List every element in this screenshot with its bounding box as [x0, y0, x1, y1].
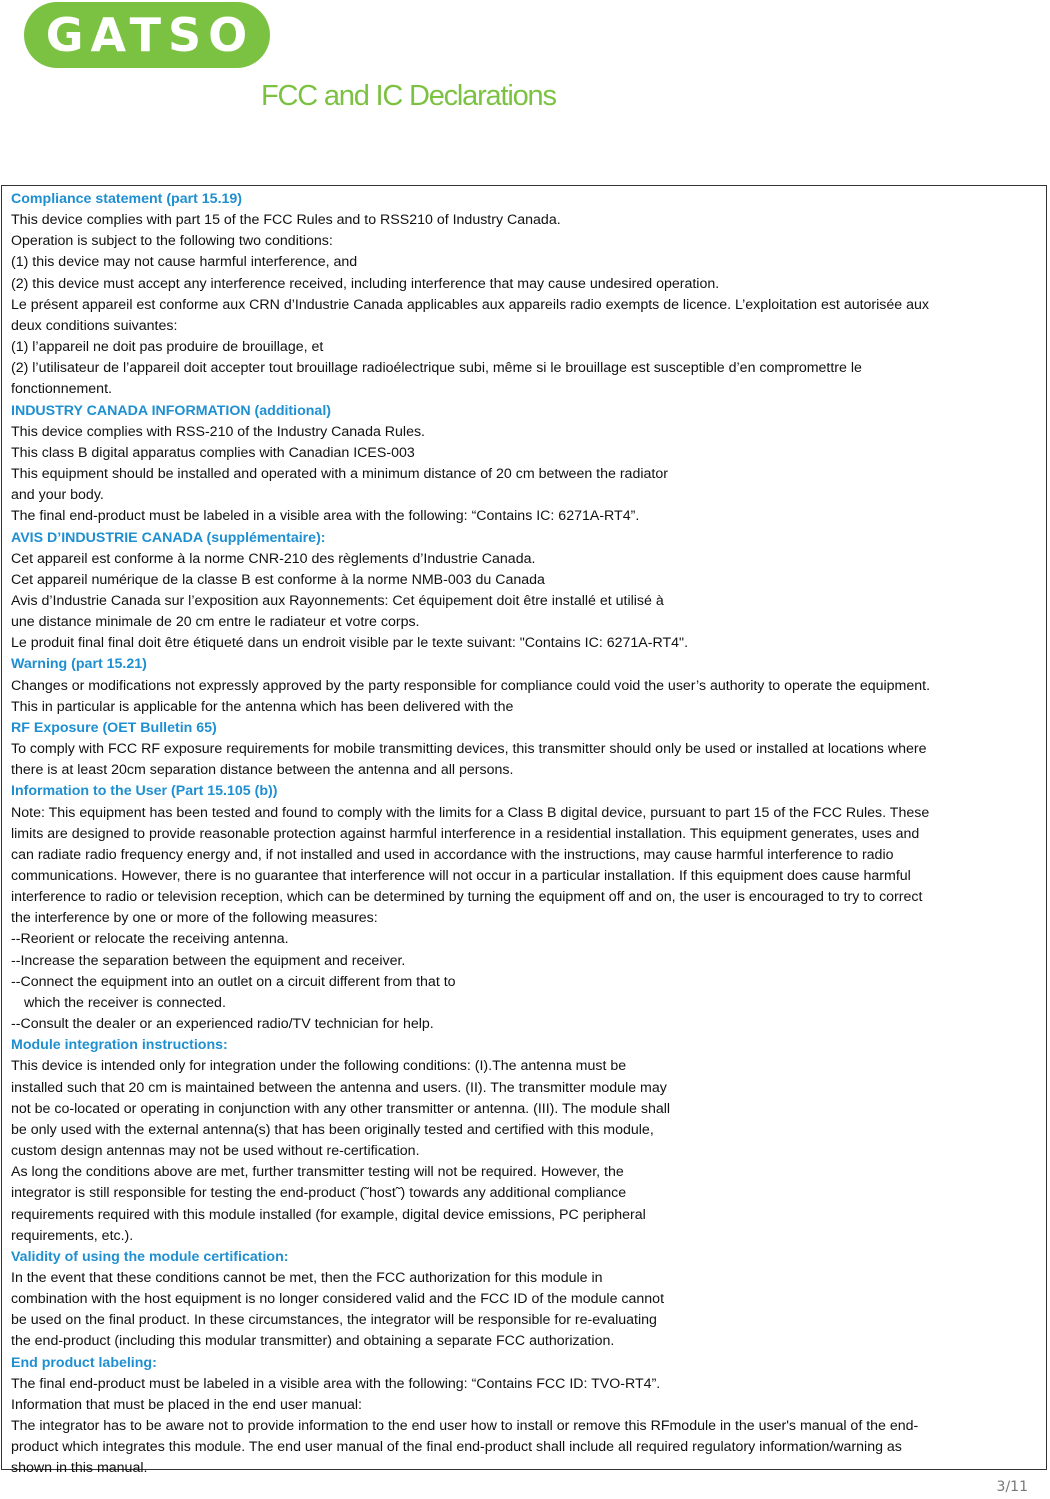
- text-line: The final end-product must be labeled in a visible area with the following: “Contains IC: 6271A-RT4”.: [11, 508, 640, 525]
- text-line: This device complies with RSS-210 of the Industry Canada Rules.: [11, 423, 426, 440]
- text-line: This device complies with part 15 of the FCC Rules and to RSS210 of Industry Canada.: [11, 212, 561, 229]
- text-line: combination with the host equipment is no longer considered valid and the FCC ID of the module cannot: [11, 1291, 665, 1308]
- text-line: deux conditions suivantes:: [11, 317, 178, 334]
- text-line: communications. However, there is no guarantee that interference will not occur in a particular installation. If this equipment does cause harmful: [11, 868, 911, 884]
- text-line: (1) this device may not cause harmful interference, and: [11, 254, 358, 271]
- text-line: not be co-located or operating in conjunction with any other transmitter or antenna. (III). The module shall: [11, 1100, 671, 1117]
- text-line: This device is intended only for integration under the following conditions: (I).The antenna must be: [11, 1058, 627, 1075]
- text-line: Note: This equipment has been tested and found to comply with the limits for a Class B digital device, pursuant to part 15 of the FCC Rules. These: [11, 804, 930, 821]
- page-number: 3/11: [996, 1479, 1028, 1495]
- text-line: and your body.: [11, 487, 104, 504]
- text-line: be used on the final product. In these circumstances, the integrator will be responsible for re-evaluating: [11, 1312, 657, 1329]
- text-line: The final end-product must be labeled in a visible area with the following: “Contains FCC ID: TVO-RT4”.: [11, 1375, 661, 1392]
- section-heading: Warning (part 15.21): [11, 656, 147, 673]
- section-heading: Information to the User (Part 15.105 (b)): [11, 783, 278, 800]
- text-line: can radiate radio frequency energy and, if not installed and used in accordance with the instructions, may cause harmful interference to radio: [11, 846, 894, 863]
- text-line: limits are designed to provide reasonable protection against harmful interference in a residential installation. This equipment generates, uses and: [11, 825, 920, 842]
- text-line: Le présent appareil est conforme aux CRN d’Industrie Canada applicables aux appareils radio exempts de licence. L’exploitation est autorisée aux: [11, 296, 929, 313]
- text-line: custom design antennas may not be used without re-certification.: [11, 1143, 420, 1160]
- section-heading: Module integration instructions:: [11, 1037, 228, 1054]
- section-heading: Validity of using the module certification:: [11, 1248, 289, 1265]
- section-heading: Compliance statement (part 15.19): [11, 191, 243, 207]
- text-line: (2) this device must accept any interference received, including interference that may cause undesired operation.: [11, 275, 720, 292]
- text-line: fonctionnement.: [11, 381, 112, 398]
- text-line: Cet appareil est conforme à la norme CNR-210 des règlements d’Industrie Canada.: [11, 550, 536, 567]
- section-heading: INDUSTRY CANADA INFORMATION (additional): [11, 402, 331, 419]
- text-line: (2) l’utilisateur de l’appareil doit accepter tout brouillage radioélectrique subi, même si le brouillage est susceptible d’en compromettre le: [11, 360, 862, 377]
- text-line: une distance minimale de 20 cm entre le radiateur et votre corps.: [11, 614, 420, 631]
- text-line: product which integrates this module. The end user manual of the final end-product shall include all required regulatory information/warning as: [11, 1439, 902, 1456]
- gatso-logo: [24, 2, 270, 68]
- text-line: Information that must be placed in the end user manual:: [11, 1396, 362, 1413]
- text-line: requirements required with this module installed (for example, digital device emissions, PC peripheral: [11, 1206, 646, 1223]
- text-line: Changes or modifications not expressly approved by the party responsible for compliance could void the user’s authority to operate the equipment.: [11, 677, 931, 694]
- text-line: which the receiver is connected.: [24, 994, 226, 1011]
- text-line: Operation is subject to the following two conditions:: [11, 233, 333, 250]
- text-line: integrator is still responsible for testing the end-product (˜host˜) towards any additional compliance: [11, 1185, 627, 1202]
- document-title: FCC and IC Declarations: [261, 80, 556, 112]
- text-line: the interference by one or more of the following measures:: [11, 910, 378, 927]
- text-line: Cet appareil numérique de la classe B est conforme à la norme NMB-003 du Canada: [11, 571, 545, 588]
- text-line: (1) l’appareil ne doit pas produire de brouillage, et: [11, 339, 324, 356]
- text-line: --Reorient or relocate the receiving antenna.: [11, 931, 289, 948]
- text-line: To comply with FCC RF exposure requirements for mobile transmitting devices, this transmitter should only be used or installed at locations where: [11, 741, 927, 758]
- text-line: be only used with the external antenna(s) that has been originally tested and certified with this module,: [11, 1121, 654, 1138]
- text-line: Le produit final final doit être étiqueté dans un endroit visible par le texte suivant: "Contains IC: 6271A-RT4".: [11, 635, 689, 652]
- logo-text: GATSO: [45, 8, 255, 62]
- text-line: In the event that these conditions cannot be met, then the FCC authorization for this module in: [11, 1269, 603, 1286]
- text-line: shown in this manual.: [11, 1460, 148, 1477]
- text-line: --Connect the equipment into an outlet on a circuit different from that to: [11, 973, 456, 990]
- text-line: requirements, etc.).: [11, 1227, 134, 1244]
- text-line: This equipment should be installed and operated with a minimum distance of 20 cm between the radiator: [11, 466, 668, 483]
- section-heading: RF Exposure (OET Bulletin 65): [11, 719, 217, 736]
- declaration-text-body: [11, 189, 1043, 1480]
- section-heading: AVIS D’INDUSTRIE CANADA (supplémentaire):: [11, 529, 326, 546]
- text-line: As long the conditions above are met, further transmitter testing will not be required. However, the: [11, 1164, 624, 1181]
- text-line: This in particular is applicable for the antenna which has been delivered with the: [11, 698, 514, 715]
- text-line: The integrator has to be aware not to provide information to the end user how to install or remove this RFmodule in the user's manual of the end-: [11, 1418, 919, 1435]
- text-line: interference to radio or television reception, which can be determined by turning the equipment off and on, the user is encouraged to try to correct: [11, 889, 923, 906]
- section-heading: End product labeling:: [11, 1354, 157, 1371]
- text-line: the end-product (including this modular transmitter) and obtaining a separate FCC authorization.: [11, 1333, 615, 1350]
- text-line: there is at least 20cm separation distance between the antenna and all persons.: [11, 762, 514, 779]
- text-line: --Consult the dealer or an experienced radio/TV technician for help.: [11, 1016, 434, 1033]
- text-line: Avis d’Industrie Canada sur l’exposition aux Rayonnements: Cet équipement doit être installé et utilisé à: [11, 592, 664, 609]
- text-line: installed such that 20 cm is maintained between the antenna and users. (II). The transmitter module may: [11, 1079, 667, 1096]
- text-line: This class B digital apparatus complies with Canadian ICES-003: [11, 444, 415, 461]
- text-line: --Increase the separation between the equipment and receiver.: [11, 952, 406, 969]
